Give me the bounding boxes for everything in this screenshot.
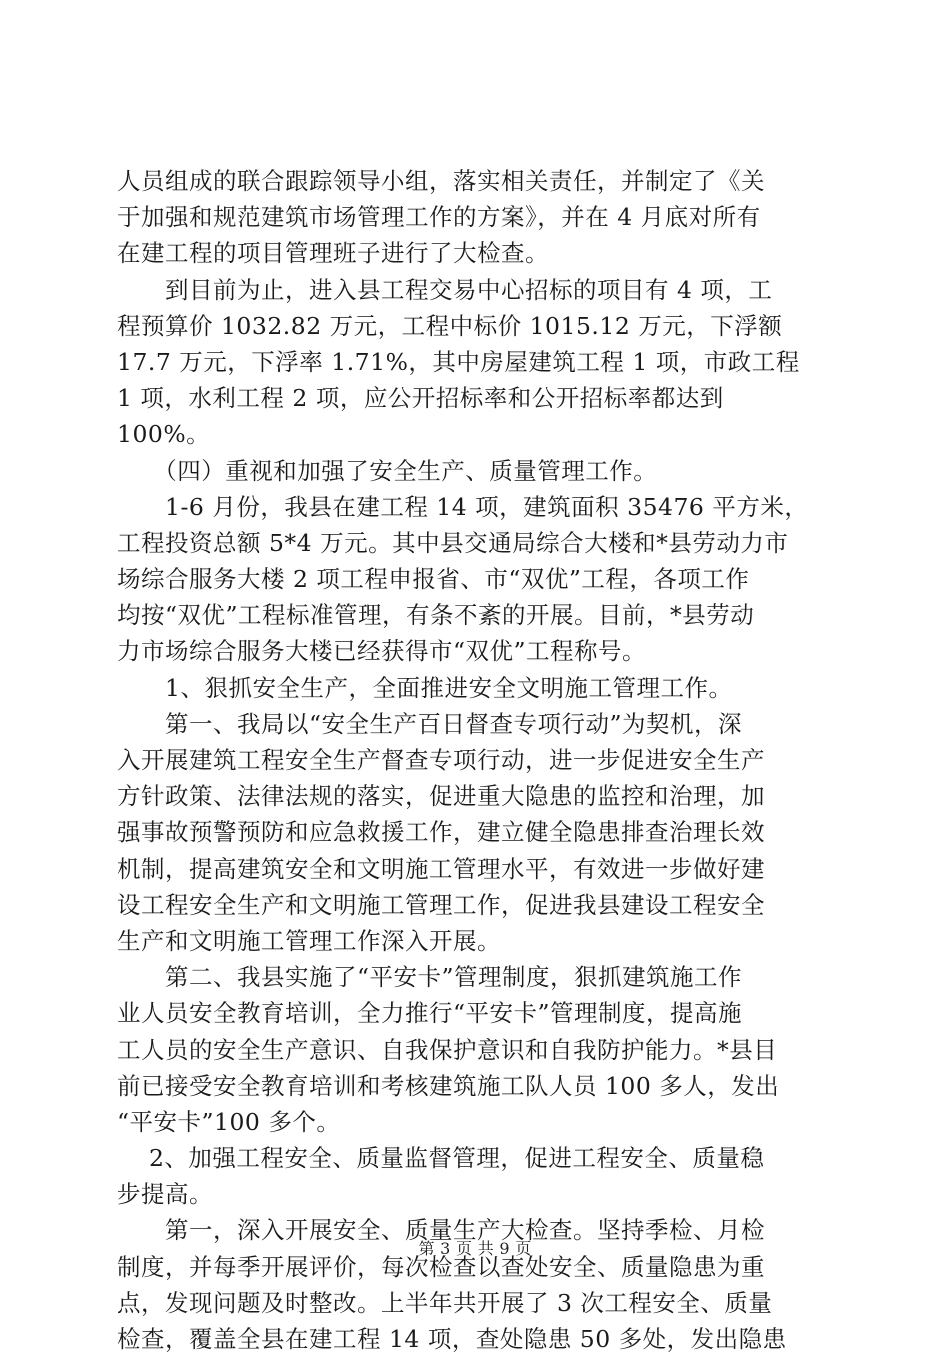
text-line: （四）重视和加强了安全生产、质量管理工作。 <box>117 456 658 485</box>
text-line: 生产和文明施工管理工作深入开展。 <box>117 926 501 955</box>
text-line: 步提高。 <box>117 1180 213 1209</box>
text-line: 制度，并每季开展评价，每次检查以查处安全、质量隐患为重 <box>117 1252 765 1281</box>
text-line: 于加强和规范建筑市场管理工作的方案》，并在 4 月底对所有 <box>117 203 761 232</box>
text-line: 程预算价 1032.82 万元，工程中标价 1015.12 万元，下浮额 <box>117 311 783 340</box>
text-line: “平安卡”100 多个。 <box>117 1107 341 1136</box>
text-line: 100%。 <box>117 420 211 449</box>
text-line: 设工程安全生产和文明施工管理工作，促进我县建设工程安全 <box>117 890 765 919</box>
text-line: 工人员的安全生产意识、自我保护意识和自我防护能力。*县目 <box>117 1035 778 1064</box>
text-line: 第二、我县实施了“平安卡”管理制度，狠抓建筑施工作 <box>117 963 743 992</box>
text-line: 17.7 万元，下浮率 1.71%，其中房屋建筑工程 1 项，市政工程 <box>117 347 800 376</box>
text-line: 点，发现问题及时整改。上半年共开展了 3 次工程安全、质量 <box>117 1288 773 1317</box>
text-line: 检查，覆盖全县在建工程 14 项，查处隐患 50 多处，发出隐患 <box>117 1325 787 1353</box>
text-line: 机制，提高建筑安全和文明施工管理水平，有效进一步做好建 <box>117 854 765 883</box>
text-line: 第一、我局以“安全生产百日督查专项行动”为契机，深 <box>117 709 743 738</box>
text-line: 均按“双优”工程标准管理，有条不紊的开展。目前，*县劳动 <box>117 601 755 630</box>
page-footer: 第 3 页 共 9 页 <box>418 1239 532 1258</box>
text-line: 工程投资总额 5*4 万元。其中县交通局综合大楼和*县劳动力市 <box>117 528 789 557</box>
text-line: 1、狠抓安全生产，全面推进安全文明施工管理工作。 <box>117 673 733 702</box>
text-line: 在建工程的项目管理班子进行了大检查。 <box>117 239 549 268</box>
text-line: 力市场综合服务大楼已经获得市“双优”工程称号。 <box>117 637 647 666</box>
text-line: 到目前为止，进入县工程交易中心招标的项目有 4 项，工 <box>117 275 773 304</box>
text-line: 强事故预警预防和应急救援工作，建立健全隐患排查治理长效 <box>117 818 765 847</box>
body-text <box>117 163 833 1357</box>
text-line: 人员组成的联合跟踪领导小组，落实相关责任，并制定了《关 <box>117 167 765 195</box>
text-line: 1 项，水利工程 2 项，应公开招标率和公开招标率都达到 <box>117 384 724 413</box>
text-line: 入开展建筑工程安全生产督查专项行动，进一步促进安全生产 <box>117 746 765 774</box>
text-line: 第一，深入开展安全、质量生产大检查。坚持季检、月检 <box>117 1216 765 1245</box>
text-line: 前已接受安全教育培训和考核建筑施工队人员 100 多人，发出 <box>117 1071 780 1100</box>
text-line: 1-6 月份，我县在建工程 14 项，建筑面积 35476 平方米， <box>117 492 809 521</box>
text-line: 场综合服务大楼 2 项工程申报省、市“双优”工程，各项工作 <box>117 565 750 594</box>
text-line: 业人员安全教育培训，全力推行“平安卡”管理制度，提高施 <box>117 999 743 1028</box>
text-line: 方针政策、法律法规的落实，促进重大隐患的监控和治理，加 <box>117 782 765 811</box>
text-line: 2、加强工程安全、质量监督管理，促进工程安全、质量稳 <box>117 1144 765 1173</box>
